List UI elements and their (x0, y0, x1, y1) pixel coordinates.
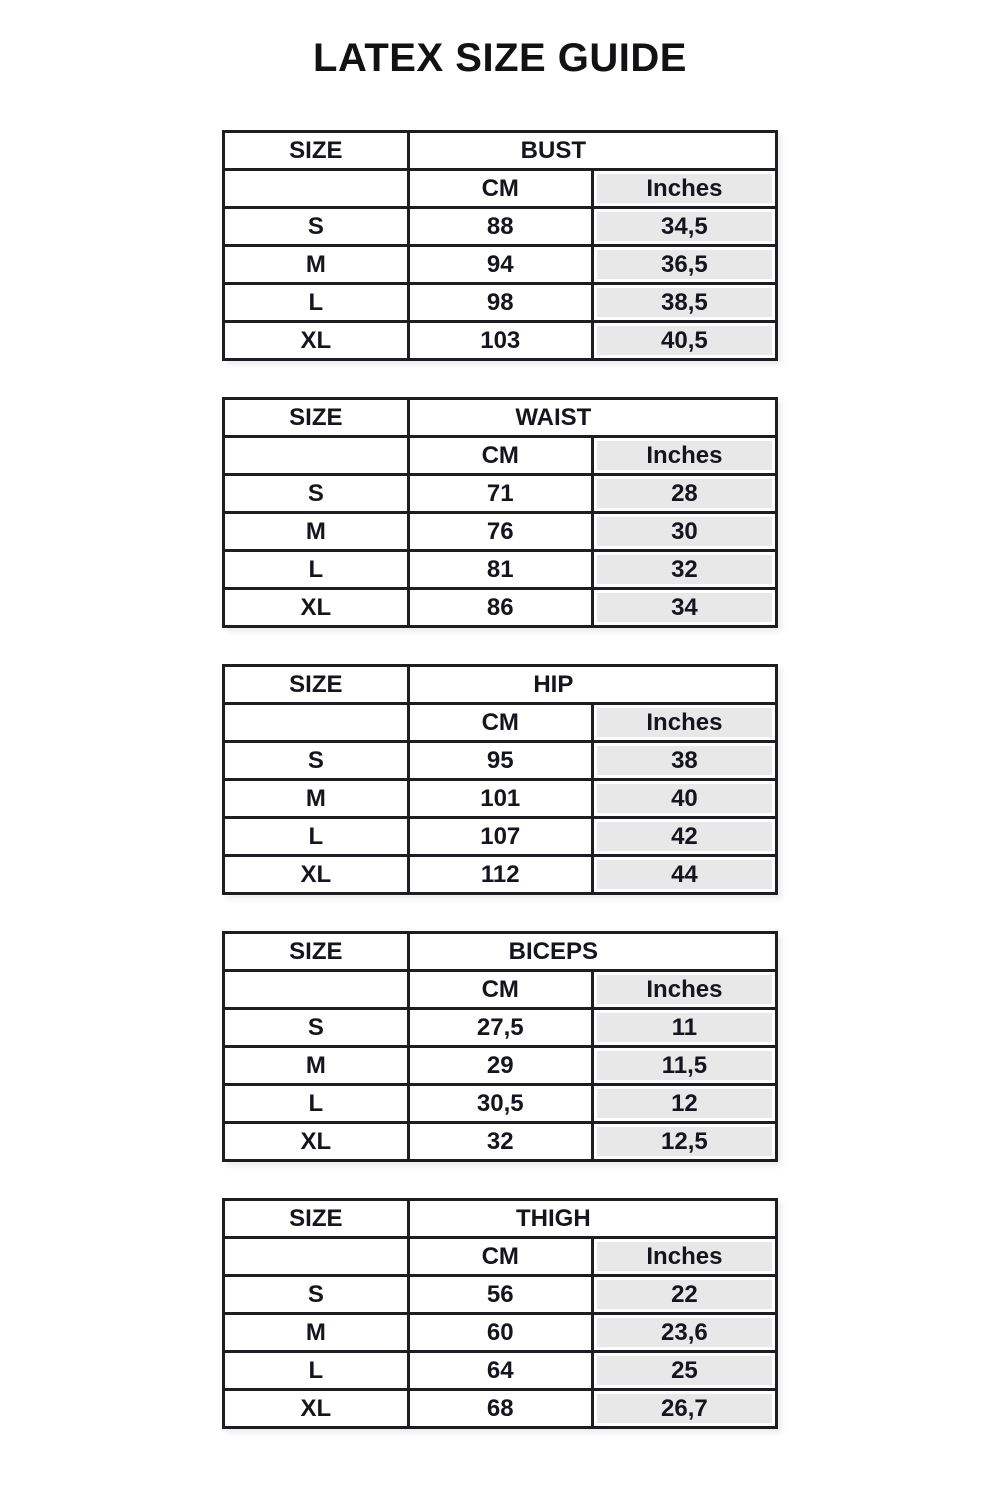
size-header-cell: SIZE (224, 132, 409, 170)
cm-value-cell: 86 (408, 589, 592, 627)
empty-cell (224, 170, 409, 208)
cm-header-cell: CM (408, 704, 592, 742)
size-table-hip (222, 664, 778, 895)
size-cell: S (224, 742, 409, 780)
inches-value-cell: 44 (592, 856, 776, 894)
inches-value-cell: 38 (592, 742, 776, 780)
tables-container (0, 130, 1000, 1429)
cm-header-cell: CM (408, 1238, 592, 1276)
size-cell: L (224, 818, 409, 856)
table-row (224, 780, 777, 818)
table-row (224, 551, 777, 589)
table-header-row (224, 132, 777, 170)
cm-value-cell: 56 (408, 1276, 592, 1314)
cm-value-cell: 112 (408, 856, 592, 894)
inches-value-cell: 26,7 (592, 1390, 776, 1428)
cm-header-cell: CM (408, 971, 592, 1009)
table-row (224, 246, 777, 284)
cm-value-cell: 103 (408, 322, 592, 360)
table-row (224, 475, 777, 513)
size-cell: XL (224, 322, 409, 360)
inches-value-cell: 12,5 (592, 1123, 776, 1161)
cm-value-cell: 71 (408, 475, 592, 513)
size-cell: XL (224, 856, 409, 894)
inches-header-cell: Inches (592, 1238, 776, 1276)
table-row (224, 1009, 777, 1047)
size-cell: M (224, 513, 409, 551)
inches-value-cell: 34 (592, 589, 776, 627)
inches-value-cell: 40,5 (592, 322, 776, 360)
table-row (224, 1085, 777, 1123)
units-header-row (224, 170, 777, 208)
table-row (224, 856, 777, 894)
size-cell: L (224, 1352, 409, 1390)
inches-value-cell: 28 (592, 475, 776, 513)
cm-value-cell: 98 (408, 284, 592, 322)
size-cell: S (224, 1276, 409, 1314)
inches-value-cell: 11,5 (592, 1047, 776, 1085)
inches-value-cell: 23,6 (592, 1314, 776, 1352)
size-header-cell: SIZE (224, 399, 409, 437)
size-table-waist (222, 397, 778, 628)
size-cell: M (224, 780, 409, 818)
table-header-row (224, 933, 777, 971)
size-header-cell: SIZE (224, 666, 409, 704)
table-row (224, 1352, 777, 1390)
size-header-cell: SIZE (224, 933, 409, 971)
inches-value-cell: 30 (592, 513, 776, 551)
empty-cell (224, 704, 409, 742)
cm-header-cell: CM (408, 437, 592, 475)
table-row (224, 208, 777, 246)
table-row (224, 1314, 777, 1352)
size-header-cell: SIZE (224, 1200, 409, 1238)
measurement-header-cell: WAIST (408, 399, 776, 437)
inches-value-cell: 36,5 (592, 246, 776, 284)
cm-value-cell: 76 (408, 513, 592, 551)
cm-value-cell: 64 (408, 1352, 592, 1390)
table-row (224, 742, 777, 780)
size-cell: M (224, 1314, 409, 1352)
size-cell: S (224, 475, 409, 513)
inches-value-cell: 40 (592, 780, 776, 818)
measurement-header-cell: THIGH (408, 1200, 776, 1238)
size-cell: M (224, 1047, 409, 1085)
size-table-biceps (222, 931, 778, 1162)
table-row (224, 1123, 777, 1161)
size-cell: S (224, 1009, 409, 1047)
size-cell: L (224, 1085, 409, 1123)
units-header-row (224, 437, 777, 475)
inches-value-cell: 34,5 (592, 208, 776, 246)
inches-header-cell: Inches (592, 704, 776, 742)
inches-header-cell: Inches (592, 971, 776, 1009)
empty-cell (224, 971, 409, 1009)
page-title: LATEX SIZE GUIDE (313, 36, 687, 80)
units-header-row (224, 1238, 777, 1276)
cm-value-cell: 60 (408, 1314, 592, 1352)
cm-value-cell: 81 (408, 551, 592, 589)
size-table-thigh (222, 1198, 778, 1429)
size-cell: XL (224, 1390, 409, 1428)
table-row (224, 1047, 777, 1085)
inches-header-cell: Inches (592, 437, 776, 475)
inches-value-cell: 42 (592, 818, 776, 856)
table-header-row (224, 666, 777, 704)
measurement-header-cell: HIP (408, 666, 776, 704)
empty-cell (224, 437, 409, 475)
size-cell: XL (224, 589, 409, 627)
cm-value-cell: 95 (408, 742, 592, 780)
cm-value-cell: 88 (408, 208, 592, 246)
units-header-row (224, 971, 777, 1009)
table-row (224, 513, 777, 551)
cm-value-cell: 107 (408, 818, 592, 856)
inches-value-cell: 12 (592, 1085, 776, 1123)
measurement-header-cell: BICEPS (408, 933, 776, 971)
table-header-row (224, 1200, 777, 1238)
inches-header-cell: Inches (592, 170, 776, 208)
size-table-bust (222, 130, 778, 361)
table-row (224, 1276, 777, 1314)
size-cell: M (224, 246, 409, 284)
table-row (224, 818, 777, 856)
measurement-header-cell: BUST (408, 132, 776, 170)
cm-value-cell: 94 (408, 246, 592, 284)
inches-value-cell: 38,5 (592, 284, 776, 322)
cm-value-cell: 30,5 (408, 1085, 592, 1123)
cm-value-cell: 101 (408, 780, 592, 818)
inches-value-cell: 25 (592, 1352, 776, 1390)
size-cell: L (224, 284, 409, 322)
cm-value-cell: 32 (408, 1123, 592, 1161)
table-row (224, 589, 777, 627)
table-header-row (224, 399, 777, 437)
size-cell: L (224, 551, 409, 589)
size-cell: S (224, 208, 409, 246)
cm-value-cell: 68 (408, 1390, 592, 1428)
cm-header-cell: CM (408, 170, 592, 208)
inches-value-cell: 32 (592, 551, 776, 589)
inches-value-cell: 22 (592, 1276, 776, 1314)
cm-value-cell: 27,5 (408, 1009, 592, 1047)
table-row (224, 322, 777, 360)
inches-value-cell: 11 (592, 1009, 776, 1047)
units-header-row (224, 704, 777, 742)
empty-cell (224, 1238, 409, 1276)
size-cell: XL (224, 1123, 409, 1161)
cm-value-cell: 29 (408, 1047, 592, 1085)
table-row (224, 284, 777, 322)
table-row (224, 1390, 777, 1428)
